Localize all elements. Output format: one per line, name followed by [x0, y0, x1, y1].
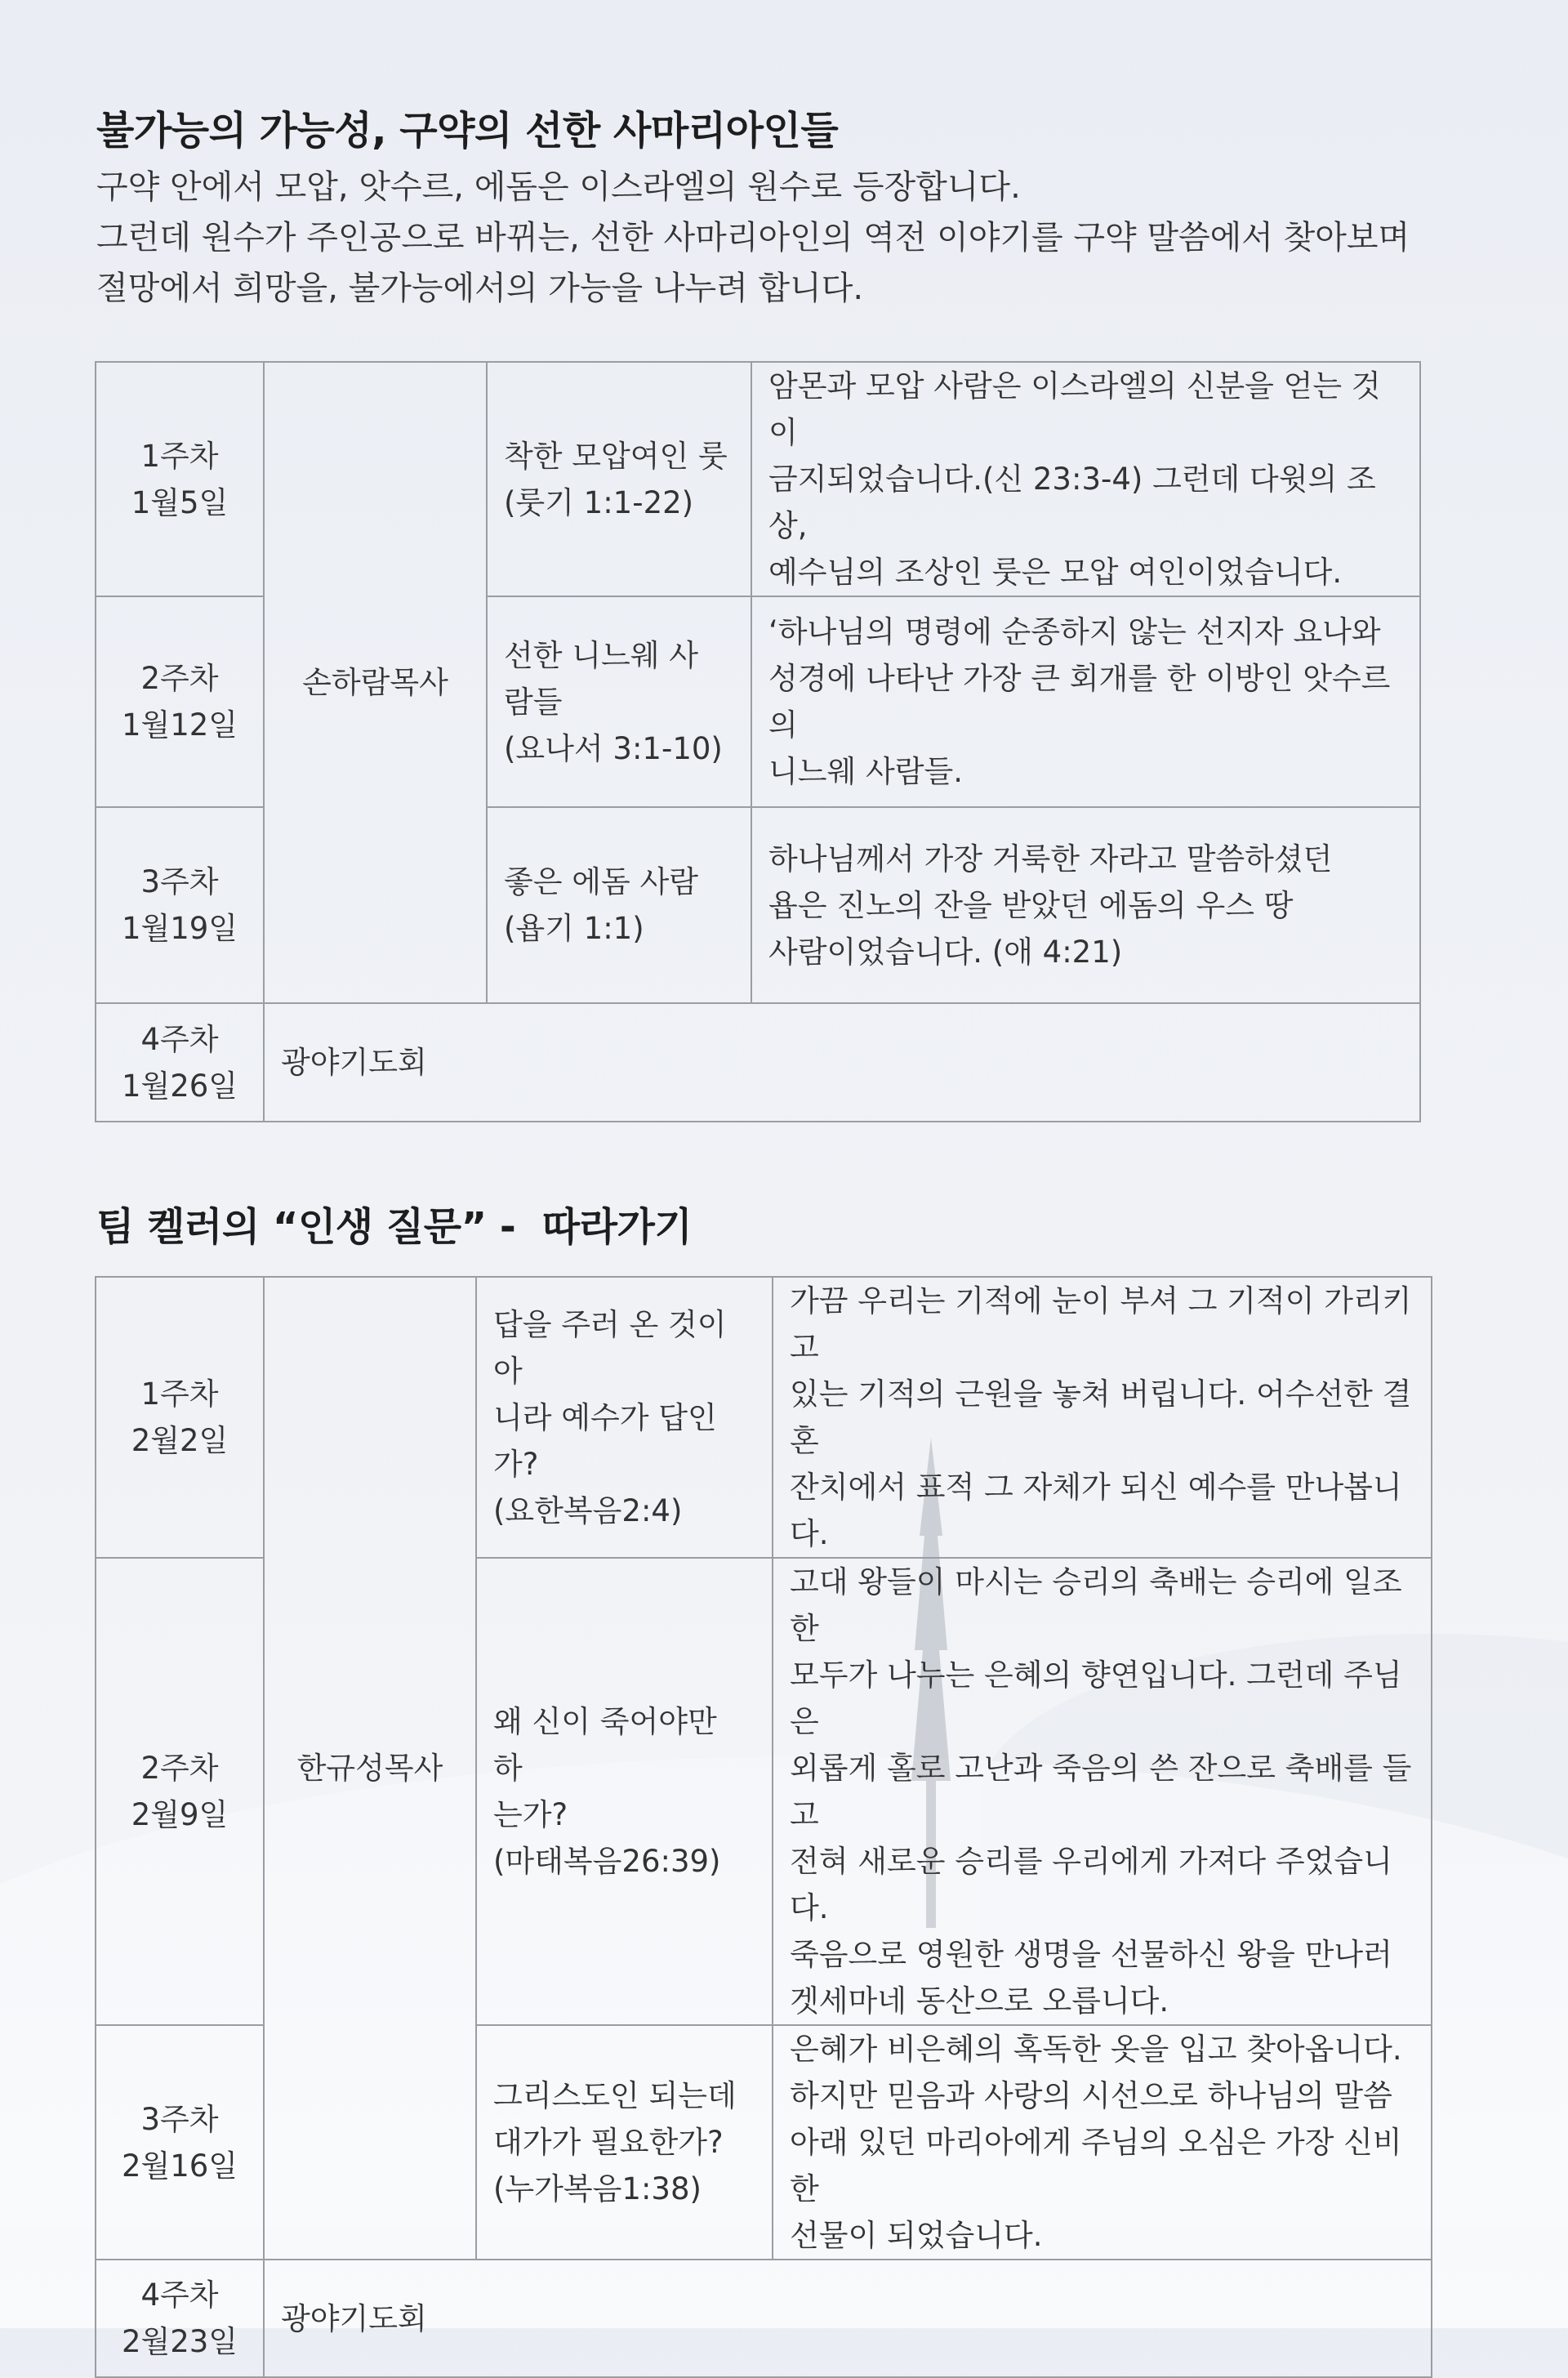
preacher-cell: [264, 1277, 476, 2260]
description-line: ‘하나님의 명령에 순종하지 않는 선지자 요나와: [768, 614, 1381, 649]
week-cell: [96, 2025, 264, 2260]
topic-line: (누가복음1:38): [493, 2171, 702, 2206]
topic-line: 람들: [504, 684, 563, 720]
description-line: 죽음으로 영원한 생명을 선물하신 왕을 만나러: [790, 1937, 1392, 1972]
description-line: 전혀 새로운 승리를 우리에게 가져다 주었습니다.: [790, 1844, 1392, 1925]
week-date: 1월26일: [121, 1068, 238, 1104]
description-line: 하지만 믿음과 사랑의 시선으로 하나님의 말씀: [790, 2078, 1392, 2113]
week-cell: [96, 2260, 264, 2377]
week-cell: [96, 807, 264, 1003]
preacher-name: 한규성목사: [296, 1751, 443, 1786]
description-line: 은혜가 비은혜의 혹독한 옷을 입고 찾아옵니다.: [790, 2032, 1402, 2067]
table-row: [96, 1003, 1420, 1122]
week-date: 1월12일: [121, 707, 238, 743]
topic-line: 대가가 필요한가?: [493, 2125, 724, 2160]
topic-line: 니라 예수가 답인가?: [493, 1399, 717, 1482]
series1-schedule-table: [95, 361, 1421, 1122]
topic-cell: [487, 596, 751, 807]
description-line: 니느웨 사람들.: [768, 754, 963, 789]
preacher-name: 손하람목사: [302, 665, 448, 700]
description-line: 잔치에서 표적 그 자체가 되신 예수를 만나봅니다.: [790, 1470, 1402, 1551]
topic-line: (욥기 1:1): [504, 911, 644, 946]
description-line: 모두가 나누는 은혜의 향연입니다. 그런데 주님은: [790, 1657, 1402, 1739]
week-label: 4주차: [140, 1021, 219, 1057]
event-label: 광야기도회: [281, 1045, 427, 1080]
description-cell: [773, 1277, 1432, 1558]
week-label: 2주차: [140, 661, 219, 696]
week-date: 2월9일: [131, 1797, 229, 1832]
topic-cell: [487, 362, 751, 596]
week-cell: [96, 362, 264, 596]
description-line: 외롭게 홀로 고난과 죽음의 쓴 잔으로 축배를 들고: [790, 1751, 1412, 1832]
series1-intro-line: 절망에서 희망을, 불가능에서의 가능을 나누려 합니다.: [96, 270, 864, 307]
description-line: 성경에 나타난 가장 큰 회개를 한 이방인 앗수르의: [768, 661, 1391, 743]
topic-line: 그리스도인 되는데: [493, 2078, 737, 2113]
topic-line: (요나서 3:1-10): [504, 730, 723, 766]
series2-header: [96, 1201, 1501, 1253]
week-label: 3주차: [140, 864, 219, 899]
description-line: 겟세마네 동산으로 오릅니다.: [790, 1983, 1169, 2019]
description-line: 욥은 진노의 잔을 받았던 에돔의 우스 땅: [768, 887, 1294, 923]
week-label: 1주차: [140, 438, 219, 474]
week-date: 2월23일: [121, 2324, 238, 2359]
week-label: 3주차: [140, 2101, 219, 2137]
topic-line: 착한 모압여인 룻: [504, 438, 728, 474]
topic-line: (요한복음2:4): [493, 1492, 683, 1528]
week-cell: [96, 1558, 264, 2025]
preacher-cell: [264, 362, 487, 1003]
week-cell: [96, 596, 264, 807]
series1-header: [96, 105, 1485, 314]
topic-line: 좋은 에돔 사람: [504, 864, 698, 899]
description-line: 아래 있던 마리아에게 주님의 오심은 가장 신비한: [790, 2125, 1402, 2206]
description-cell: [751, 596, 1420, 807]
topic-line: 왜 신이 죽어야만 하: [493, 1704, 717, 1786]
description-line: 고대 왕들이 마시는 승리의 축배는 승리에 일조한: [790, 1564, 1402, 1646]
week-label: 2주차: [140, 1751, 219, 1786]
description-cell: [751, 362, 1420, 596]
week-cell: [96, 1277, 264, 1558]
week-label: 4주차: [140, 2278, 219, 2313]
topic-line: 선한 니느웨 사: [504, 637, 698, 673]
description-line: 암몬과 모압 사람은 이스라엘의 신분을 얻는 것이: [768, 368, 1381, 450]
topic-line: (룻기 1:1-22): [504, 484, 694, 520]
description-line: 예수님의 조상인 룻은 모압 여인이었습니다.: [768, 555, 1343, 590]
description-cell: [773, 1558, 1432, 2025]
week-cell: [96, 1003, 264, 1122]
topic-cell: [487, 807, 751, 1003]
description-line: 사람이었습니다. (애 4:21): [768, 934, 1123, 970]
table-row: [96, 1277, 1432, 1558]
series2-schedule-table: [95, 1276, 1432, 2378]
description-line: 하나님께서 가장 거룩한 자라고 말씀하셨던: [768, 841, 1333, 877]
event-cell: [264, 1003, 1420, 1122]
week-date: 2월2일: [131, 1423, 229, 1458]
topic-cell: [476, 2025, 773, 2260]
description-cell: [773, 2025, 1432, 2260]
topic-line: 답을 주러 온 것이 아: [493, 1306, 727, 1389]
topic-cell: [476, 1558, 773, 2025]
table-row: [96, 2260, 1432, 2377]
description-line: 있는 기적의 근원을 놓쳐 버립니다. 어수선한 결혼: [790, 1376, 1412, 1458]
series1-intro-line: 그런데 원수가 주인공으로 바뀌는, 선한 사마리아인의 역전 이야기를 구약 말씀에서 찾아보며: [96, 219, 1410, 257]
topic-cell: [476, 1277, 773, 1558]
week-label: 1주차: [140, 1376, 219, 1412]
event-cell: [264, 2260, 1432, 2377]
description-line: 선물이 되었습니다.: [790, 2218, 1043, 2253]
week-date: 1월5일: [131, 484, 229, 520]
series2-title: 팀 켈러의 “인생 질문” - 따라가기: [96, 1204, 693, 1250]
description-cell: [751, 807, 1420, 1003]
description-line: 가끔 우리는 기적에 눈이 부셔 그 기적이 가리키고: [790, 1283, 1412, 1365]
event-label: 광야기도회: [281, 2300, 427, 2336]
week-date: 1월19일: [121, 911, 238, 946]
description-line: 금지되었습니다.(신 23:3-4) 그런데 다윗의 조상,: [768, 462, 1376, 543]
table-row: [96, 362, 1420, 596]
series1-intro: [96, 162, 1485, 314]
series1-intro-line: 구약 안에서 모압, 앗수르, 에돔은 이스라엘의 원수로 등장합니다.: [96, 168, 1021, 206]
topic-line: (마태복음26:39): [493, 1844, 721, 1879]
series1-title: 불가능의 가능성, 구약의 선한 사마리아인들: [96, 108, 839, 154]
week-date: 2월16일: [121, 2148, 238, 2184]
topic-line: 는가?: [493, 1797, 568, 1832]
